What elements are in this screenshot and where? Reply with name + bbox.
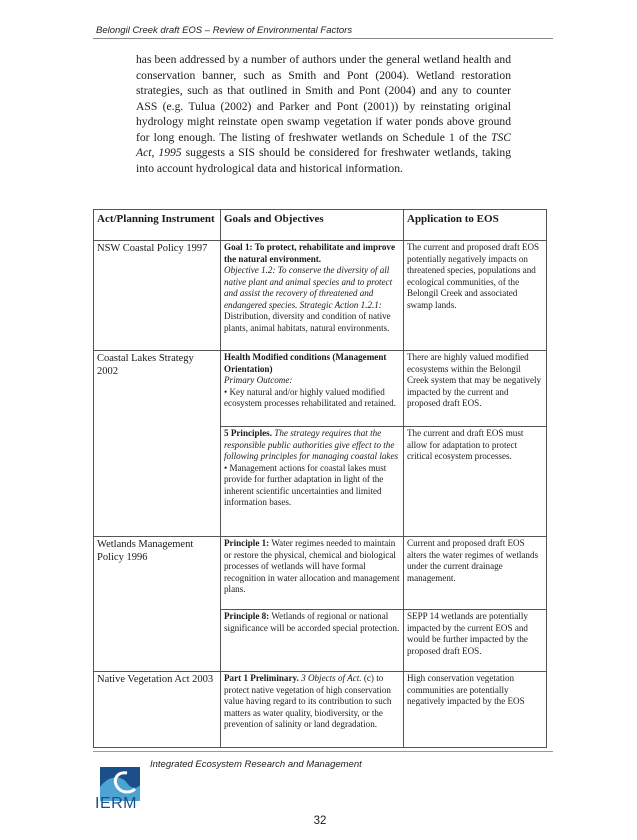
goal-objective: Objective 1.2: To conserve the diversity of all native plant and animal species and to protect and assist the recovery of threatened and endangered species. Strategic Action 1.2.1:: [224, 265, 393, 310]
header-rule: [93, 38, 553, 39]
table-row: [94, 672, 547, 748]
goals-cell: [221, 241, 404, 351]
goal-objective: Primary Outcome:: [224, 375, 293, 385]
goals-cell: [221, 537, 404, 610]
goals-cell: [221, 672, 404, 748]
application-cell: Current and proposed draft EOS alters the water regimes of wetlands under the current drainage management.: [404, 537, 547, 610]
application-cell: The current and proposed draft EOS potentially negatively impacts on threatened species, populations and ecological communities, of the Belongil Creek and associated swamp lands.: [404, 241, 547, 351]
instrument-cell: Native Vegetation Act 2003: [94, 672, 221, 748]
eos-policy-table: [93, 209, 547, 748]
application-cell: SEPP 14 wetlands are potentially impacted by the current EOS and would be further impacted by the proposed draft EOS.: [404, 610, 547, 672]
goal-detail: Water regimes needed to maintain or restore the physical, chemical and biological processes of wetlands will have formal recognition in water allocation and management plans.: [224, 538, 400, 594]
paragraph-text: has been addressed by a number of authors under the general wetland health and conservation banner, such as Smith and Pont (2004). Wetland restoration strategies, such as that outlined in Smith and Pont (2004) and any to counter ASS (e.g. Tulua (2002) and Parker and Pont (2001)) by reinstating original hydrology might reinstate open swamp vegetation if water ponds above ground for long enough. The listing of freshwater wetlands on Schedule 1 of the: [136, 53, 511, 144]
goal-heading: Health Modified conditions (Management Orientation): [224, 352, 387, 374]
col-header-instrument: Act/Planning Instrument: [94, 210, 221, 241]
application-cell: There are highly valued modified ecosystems within the Belongil Creek system that may be negatively impacted by the current and proposed draft EOS.: [404, 351, 547, 427]
goal-objective: The strategy requires that the responsible public authorities give effect to the following principles for managing coastal lakes: [224, 428, 399, 461]
table-row: [94, 241, 547, 351]
goal-objective: 3 Objects of Act.: [298, 673, 362, 683]
goal-detail: Distribution, diversity and condition of native plants, animal habitats, natural environments.: [224, 311, 391, 333]
logo-wordmark: IERM: [95, 795, 137, 812]
page-number: 32: [313, 815, 327, 827]
goal-heading: 5 Principles.: [224, 428, 272, 438]
application-cell: High conservation vegetation communities are potentially negatively impacted by the EOS: [404, 672, 547, 748]
goal-heading: Goal 1: To protect, rehabilitate and improve the natural environment.: [224, 242, 396, 264]
goals-cell: [221, 351, 404, 427]
goal-detail: (c) to protect native vegetation of high conservation value having regard to its contribution to such matters as water quality, biodiversity, or the prevention of salinity or land degradation.: [224, 673, 392, 729]
goals-cell: [221, 610, 404, 672]
paragraph-text-end: suggests a SIS should be considered for freshwater wetlands, taking into account hydrological data and historical information.: [136, 146, 512, 175]
col-header-goals: Goals and Objectives: [221, 210, 404, 241]
table-header-row: [94, 210, 547, 241]
goals-cell: [221, 427, 404, 537]
running-header: Belongil Creek draft EOS – Review of Environmental Factors: [96, 25, 353, 36]
table-row: [94, 351, 547, 427]
goal-heading: Principle 1:: [224, 538, 270, 548]
act-reference: TSC Act, 1995: [136, 130, 511, 159]
body-paragraph: [136, 52, 511, 176]
instrument-cell: NSW Coastal Policy 1997: [94, 241, 221, 351]
goal-detail: • Management actions for coastal lakes must provide for further adaptation in light of the inherent scientific uncertainties and limited information bases.: [224, 462, 387, 507]
goal-heading: Principle 8:: [224, 611, 270, 621]
application-cell: The current and draft EOS must allow for adaptation to protect critical ecosystem processes.: [404, 427, 547, 537]
goal-detail: Wetlands of regional or national significance will be accorded special protection.: [224, 611, 400, 633]
instrument-cell: Wetlands Management Policy 1996: [94, 537, 221, 672]
table-row: [94, 537, 547, 610]
instrument-cell: Coastal Lakes Strategy 2002: [94, 351, 221, 537]
footer-organisation: Integrated Ecosystem Research and Management: [150, 759, 362, 770]
goal-detail: • Key natural and/or highly valued modified ecosystem processes rehabilitated and retained.: [224, 386, 396, 408]
col-header-application: Application to EOS: [404, 210, 547, 241]
footer-rule: [93, 751, 553, 752]
goal-heading: Part 1 Preliminary.: [224, 673, 299, 683]
